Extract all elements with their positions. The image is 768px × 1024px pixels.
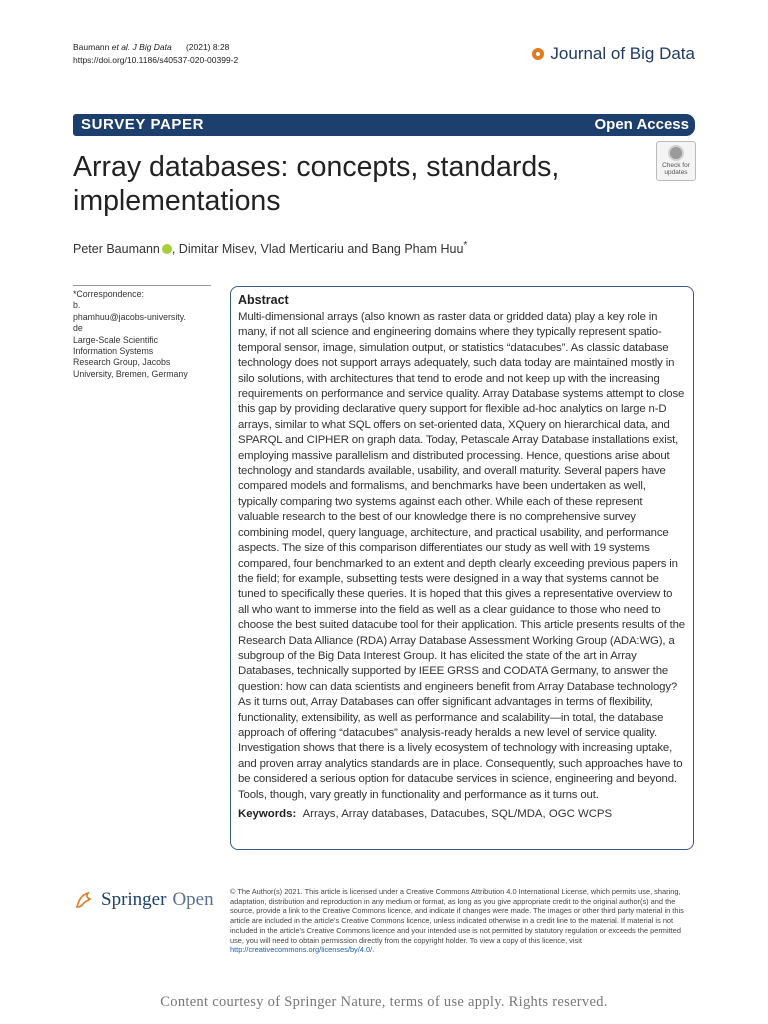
springer-open-logo [73,889,214,911]
abstract-text: Multi-dimensional arrays (also known as raster data or gridded data) play a key role in many, if not all science and engineering domains where they typically represent spatio-temporal sensor, image, simulation output, or statistics “datacubes”. As classic database technology does not support arrays adequately, such data today are maintained mostly in silo solutions, with architectures that tend to erode and not keep up with the increasing requirements on performance and service quality. Array Database systems attempt to close this gap by providing declarative query support for flexible ad-hoc analytics on large n-D arrays, similar to what SQL offers on set-oriented data, XQuery on hierarchical data, and SPARQL and CIPHER on graph data. Today, Petascale Array Database installations exist, employing massive parallelism and distributed processing. Hence, questions arise about technology and standards available, usability, and overall maturity. Several papers have compared models and formalisms, and benchmarks have been undertaken as well, typically comparing two systems against each other. While each of these represent valuable research to the best of our knowledge there is no comprehensive survey combining model, query language, architecture, and practical usability, and performance aspects. The size of this comparison differentiates our study as well with 19 systems compared, four benchmarked to an extent and depth clearly exceeding previous papers in the field; for example, subsetting tests were designed in a way that systems cannot be tuned to specifically these queries. It is hoped that this gives a representative overview to all who want to immerse into the field as well as a clear guidance to those who need to choose the best suited datacube tool for their application. This article presents results of the Research Data Alliance (RDA) Array Database Assessment Working Group (ADA:WG), a subgroup of the Big Data Interest Group. It has elicited the state of the art in Array Databases, technically supported by IEEE GRSS and CODATA Germany, to answer the question: how can data scientists and engineers benefit from Array Database technology? As it turns out, Array Databases can offer significant advantages in terms of flexibility, functionality, extensibility, as well as performance and scalability—in total, the database approach of offering “datacubes” analysis-ready heralds a new level of service quality. Investigation shows that there is a lively ecosystem of technology with increasing uptake, and proven array analytics standards are in place. Consequently, such approaches have to be considered a serious option for datacube services in science, engineering and beyond. Tools, though, vary greatly in functionality and performance as it turns out. [238,311,685,801]
correspondence-sidebar [73,285,211,380]
check-updates-label: Check for updates [662,162,690,176]
journal-logo-icon [532,48,544,60]
author-first[interactable]: Peter Baumann [73,242,160,257]
abstract-heading: Abstract [238,293,289,307]
corresponding-mark: * [463,240,468,251]
abstract-box [230,286,694,850]
check-for-updates-badge[interactable] [656,141,696,181]
author-list [73,240,467,256]
orcid-icon[interactable] [162,244,172,254]
citation-year: (2021) 8:28 [185,42,230,52]
citation-authors: Baumann [73,42,112,52]
springer-open: Open [172,889,214,910]
keywords [238,808,686,820]
keywords-label: Keywords: [238,808,297,820]
license-body: © The Author(s) 2021. This article is licensed under a Creative Commons Attribution 4.0 International License, which permits use, sharing, adaptation, distribution and reproduction in any medium or format, as long as you give appropriate credit to the original author(s) and the source, provide a link to the Creative Commons licence, and indicate if changes were made. The images or other third party material in this article are included in the article’s Creative Commons licence, unless indicated otherwise in a credit line to the material. If material is not included in the article’s Creative Commons licence and your intended use is not permitted by statutory regulation or exceeds the permitted use, you will need to obtain permission directly from the copyright holder. To view a copy of this licence, visit [230,887,684,945]
journal-logo[interactable] [532,44,695,64]
citation-line [73,41,238,54]
article-type-banner [73,114,695,136]
license-text [230,887,695,955]
citation-block [73,41,238,67]
courtesy-watermark: Content courtesy of Springer Nature, terms of use apply. Rights reserved. [160,994,608,1010]
check-updates-icon [668,145,684,161]
correspondence-note: *Correspondence: b. phamhuu@jacobs-university. de [73,289,186,334]
article-title: Array databases: concepts, standards, implementations [73,151,560,217]
author-others: , Dimitar Misev, Vlad Merticariu and Bang Pham Huu [171,242,464,257]
affiliation: Large-Scale Scientific Information Systems Research Group, Jacobs University, Bremen, Germany [73,334,188,379]
springer-horse-icon [73,889,95,911]
citation-journal: et al. J Big Data [111,42,172,52]
article-type: SURVEY PAPER [81,116,205,133]
keywords-list: Arrays, Array databases, Datacubes, SQL/MDA, OGC WCPS [302,808,613,820]
springer-name: Springer [101,889,167,910]
open-access-label: Open Access [594,116,689,133]
license-link[interactable]: http://creativecommons.org/licenses/by/4.0/ [230,945,373,955]
license-end: . [372,945,375,955]
doi-link[interactable]: https://doi.org/10.1186/s40537-020-00399-2 [73,55,239,65]
journal-name: Journal of Big Data [550,44,695,63]
